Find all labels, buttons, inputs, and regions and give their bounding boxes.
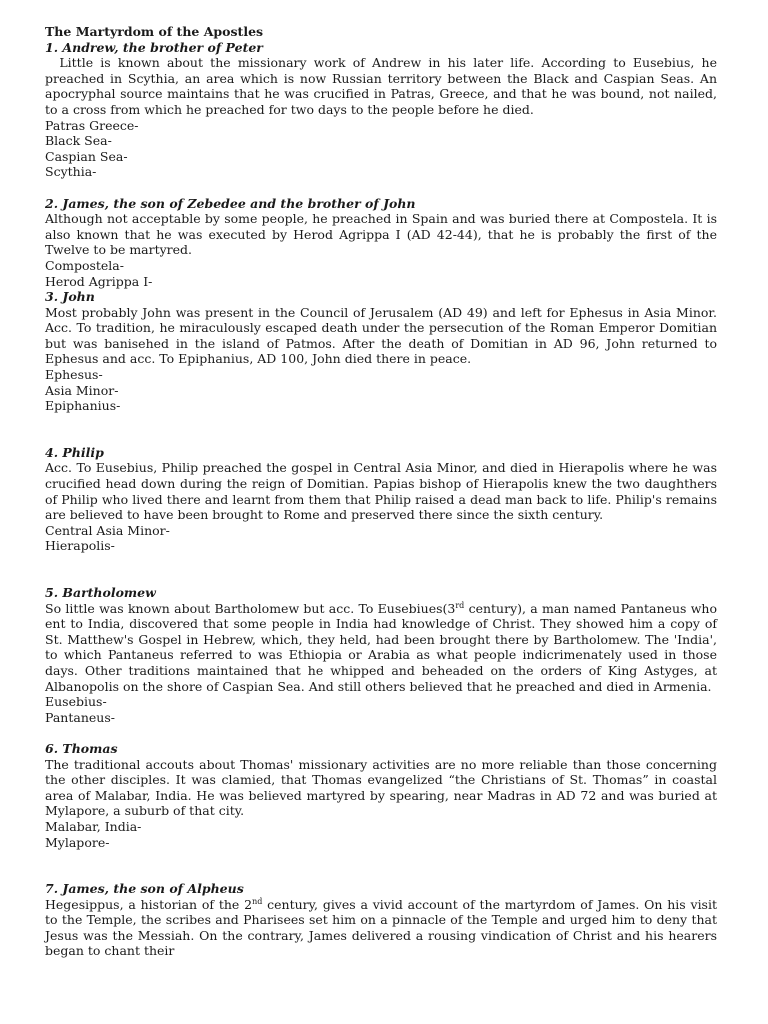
term-epiphanius: Epiphanius- bbox=[45, 398, 121, 414]
ordinal-superscript: nd bbox=[252, 896, 263, 906]
section-paragraph-philip: Acc. To Eusebius, Philip preached the gospel in Central Asia Minor, and died in Hierapolis where he was crucified head down during the reign of Domitian. Papias bishop of Hierapolis knew the two daughthers of Philip who lived there and learnt from them that Philip raised a dead man back to life. Philip's remains are believed to have been brought to Rome and preserved there since the sixth century. bbox=[45, 460, 717, 523]
section-heading-bartholomew: 5. Bartholomew bbox=[45, 585, 156, 600]
term-hierapolis: Hierapolis- bbox=[45, 538, 115, 554]
section-heading-andrew: 1. Andrew, the brother of Peter bbox=[45, 39, 263, 55]
document-title: The Martyrdom of the Apostles bbox=[45, 24, 264, 39]
term-central-asia-minor: Central Asia Minor- bbox=[45, 522, 170, 538]
section-heading-thomas: 6. Thomas bbox=[45, 740, 118, 756]
term-herod-agrippa: Herod Agrippa I- bbox=[45, 273, 153, 289]
term-asia-minor: Asia Minor- bbox=[45, 382, 119, 398]
section-paragraph-thomas: The traditional accouts about Thomas' missionary activities are no more reliable than those concerning the other disciples. It was clamied, that Thomas evangelized “the Christians of St. Thomas” in coastal area of Malabar, India. He was believed martyred by spearing, near Madras in AD 72 and was buried at Mylapore, a suburb of that city. bbox=[45, 756, 717, 819]
term-scythia: Scythia- bbox=[45, 164, 97, 180]
section-paragraph-james-alpheus bbox=[45, 897, 717, 959]
term-pantaneus: Pantaneus- bbox=[45, 709, 115, 725]
term-patras: Patras Greece- bbox=[45, 117, 139, 133]
section-heading-philip: 4. Philip bbox=[45, 444, 104, 460]
section-paragraph-bartholomew bbox=[45, 601, 717, 695]
spacer bbox=[45, 180, 717, 196]
term-compostela: Compostela- bbox=[45, 257, 124, 273]
term-caspian-sea: Caspian Sea- bbox=[45, 148, 128, 164]
section-paragraph-andrew: Little is known about the missionary work of Andrew in his later life. According to Eusebius, he preached in Scythia, an area which is now Russian territory between the Black and Caspian Seas. An apocryphal source maintains that he was crucified in Patras, Greece, and that he was bound, not nailed, to a cross from which he preached for two days to the people before he died. bbox=[45, 55, 721, 117]
section-heading-james-zebedee: 2. James, the son of Zebedee and the brother of John bbox=[45, 195, 416, 211]
paragraph-text: century), a man named Pantaneus who ent to India, discovered that some people in India had knowledge of Christ. They showed him a copy of St. Matthew's Gospel in Hebrew, which, they held, had been brought there by Bartholomew. The 'India', to which Pantaneus referred to was Ethiopia or Arabia as what people indicrimenately used in those days. Other traditions maintained that he whipped and beheaded on the orders of King Astyges, at Albanopolis on the shore of Caspian Sea. And still others believed that he preached and died in Armenia. bbox=[45, 600, 717, 694]
paragraph-text: So little was known about Bartholomew but acc. To Eusebiues(3 bbox=[45, 600, 456, 616]
term-mylapore: Mylapore- bbox=[45, 834, 110, 850]
section-heading-john: 3. John bbox=[45, 289, 95, 305]
spacer bbox=[45, 850, 717, 881]
term-black-sea: Black Sea- bbox=[45, 133, 112, 149]
section-paragraph-james-zebedee: Although not acceptable by some people, he preached in Spain and was buried there at Compostela. It is also known that he was executed by Herod Agrippa I (AD 42-44), that he is probably the first of the Twelve to be martyred. bbox=[45, 211, 717, 258]
term-malabar-india: Malabar, India- bbox=[45, 818, 142, 834]
spacer bbox=[45, 414, 717, 445]
spacer bbox=[45, 554, 717, 585]
term-eusebius: Eusebius- bbox=[45, 694, 107, 710]
ordinal-superscript: rd bbox=[455, 600, 465, 610]
section-paragraph-john: Most probably John was present in the Council of Jerusalem (AD 49) and left for Ephesus in Asia Minor. Acc. To tradition, he miraculously escaped death under the persecution of the Roman Emperor Domitian but was banisehed in the island of Patmos. After the death of Domitian in AD 96, John returned to Ephesus and acc. To Epiphanius, AD 100, John died there in peace. bbox=[45, 304, 717, 367]
paragraph-text: Hegesippus, a historian of the 2 bbox=[45, 896, 253, 912]
spacer bbox=[45, 725, 717, 741]
term-ephesus: Ephesus- bbox=[45, 367, 103, 383]
document-body bbox=[45, 24, 721, 959]
section-heading-james-alpheus: 7. James, the son of Alpheus bbox=[45, 881, 244, 897]
paragraph-text: century, gives a vivid account of the martyrdom of James. On his visit to the Temple, the scribes and Pharisees set him on a pinnacle of the Temple and urged him to deny that Jesus was the Messiah. On the contrary, James delivered a rousing vindication of Christ and his hearers began to chant their bbox=[45, 896, 717, 959]
